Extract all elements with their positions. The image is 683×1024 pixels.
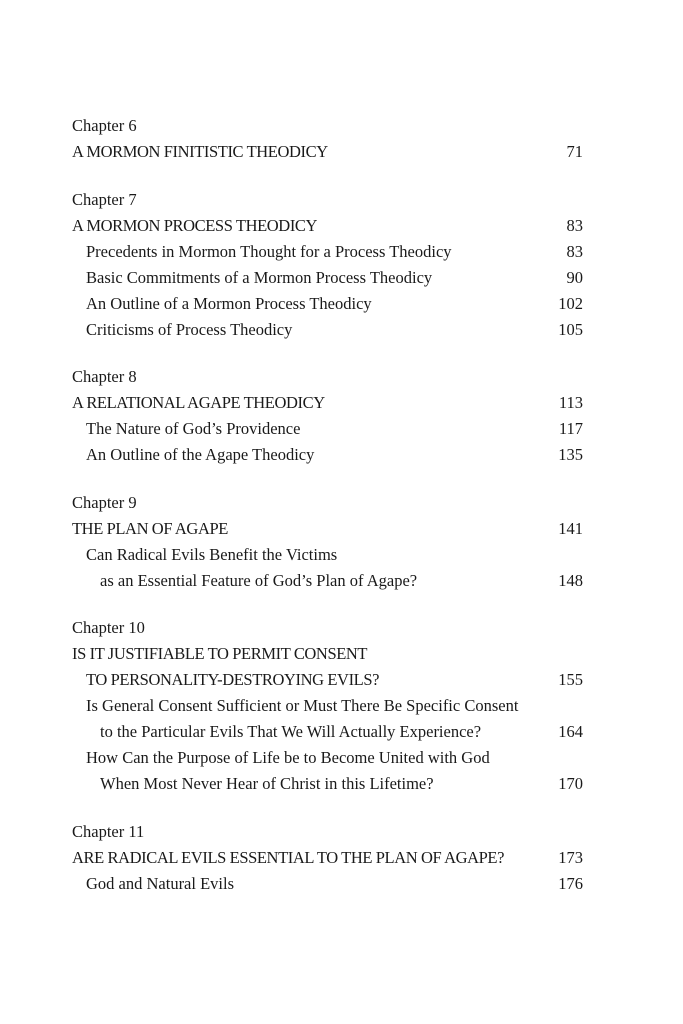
- section-entry-text: God and Natural Evils: [86, 873, 235, 893]
- section-entry-text: Is General Consent Sufficient or Must There Be Specific Consent: [86, 696, 519, 715]
- chapter-label-text: Chapter 7: [72, 189, 137, 209]
- page-number: 148: [558, 570, 583, 590]
- page-number: 71: [566, 142, 583, 161]
- chapter-label: [72, 113, 583, 139]
- chapter-title-text: ARE RADICAL EVILS ESSENTIAL TO THE PLAN OF AGAPE?: [72, 847, 505, 867]
- chapter-label: [72, 490, 583, 516]
- section-entry: [72, 265, 583, 291]
- chapter-title: [72, 516, 583, 542]
- section-entry: [72, 568, 583, 594]
- chapter-title: [72, 667, 583, 693]
- chapter-title-text: TO PERSONALITY-DESTROYING EVILS?: [86, 670, 380, 689]
- chapter-label-text: Chapter 6: [72, 116, 137, 135]
- page-number: 173: [558, 847, 583, 867]
- page-number: 117: [558, 419, 583, 438]
- chapter-title-text: A MORMON FINITISTIC THEODICY: [72, 142, 328, 161]
- section-entry: [72, 719, 583, 745]
- section-entry: [72, 291, 583, 317]
- section-entry-text: to the Particular Evils That We Will Actually Experience?: [100, 722, 482, 741]
- chapter-title-text: THE PLAN OF AGAPE: [72, 518, 228, 538]
- chapter-title-text: A MORMON PROCESS THEODICY: [72, 215, 318, 235]
- page-number: 102: [558, 293, 583, 313]
- section-entry: [72, 239, 583, 265]
- page-number: 176: [558, 873, 583, 893]
- section-entry: [72, 871, 583, 897]
- section-entry: [72, 693, 583, 719]
- chapter-label-text: Chapter 9: [72, 492, 137, 512]
- chapter-title-text: IS IT JUSTIFIABLE TO PERMIT CONSENT: [72, 644, 368, 663]
- chapter-title: [72, 390, 583, 416]
- page-number: 83: [566, 241, 583, 261]
- page-number: 141: [558, 518, 583, 538]
- section-entry: [72, 745, 583, 771]
- section-entry-text: Basic Commitments of a Mormon Process Theodicy: [86, 267, 433, 287]
- chapter-title: [72, 213, 583, 239]
- page-number: 105: [558, 319, 583, 339]
- section-entry-text: Criticisms of Process Theodicy: [86, 319, 293, 339]
- section-entry: [72, 771, 583, 797]
- chapter-label: [72, 615, 583, 641]
- page-number: 83: [566, 215, 583, 235]
- chapter-title: [72, 641, 583, 667]
- chapter-label: [72, 364, 583, 390]
- section-entry-text: How Can the Purpose of Life be to Become United with God: [86, 748, 490, 767]
- section-entry-text: When Most Never Hear of Christ in this Lifetime?: [100, 774, 434, 793]
- chapter-label-text: Chapter 10: [72, 618, 145, 637]
- chapter-title: [72, 139, 583, 165]
- page-number: 170: [558, 774, 583, 793]
- page-number: 90: [566, 267, 583, 287]
- chapter-label-text: Chapter 8: [72, 367, 137, 386]
- chapter-title: [72, 845, 583, 871]
- page-number: 155: [558, 670, 583, 689]
- section-entry-text: The Nature of God’s Providence: [86, 419, 301, 438]
- chapter-label: [72, 819, 583, 845]
- section-entry-text: Precedents in Mormon Thought for a Process Theodicy: [86, 241, 452, 261]
- section-entry: [72, 442, 583, 468]
- section-entry-text: An Outline of the Agape Theodicy: [86, 445, 315, 464]
- section-entry: [72, 542, 583, 568]
- section-entry: [72, 317, 583, 343]
- page-number: 164: [558, 722, 583, 741]
- section-entry-text: as an Essential Feature of God’s Plan of Agape?: [100, 570, 418, 590]
- section-entry-text: Can Radical Evils Benefit the Victims: [86, 544, 338, 564]
- chapter-title-text: A RELATIONAL AGAPE THEODICY: [72, 393, 325, 412]
- chapter-label-text: Chapter 11: [72, 821, 145, 841]
- section-entry-text: An Outline of a Mormon Process Theodicy: [86, 293, 372, 313]
- page-number: 135: [558, 445, 583, 464]
- section-entry: [72, 416, 583, 442]
- chapter-label: [72, 187, 583, 213]
- page-number: 113: [558, 393, 583, 412]
